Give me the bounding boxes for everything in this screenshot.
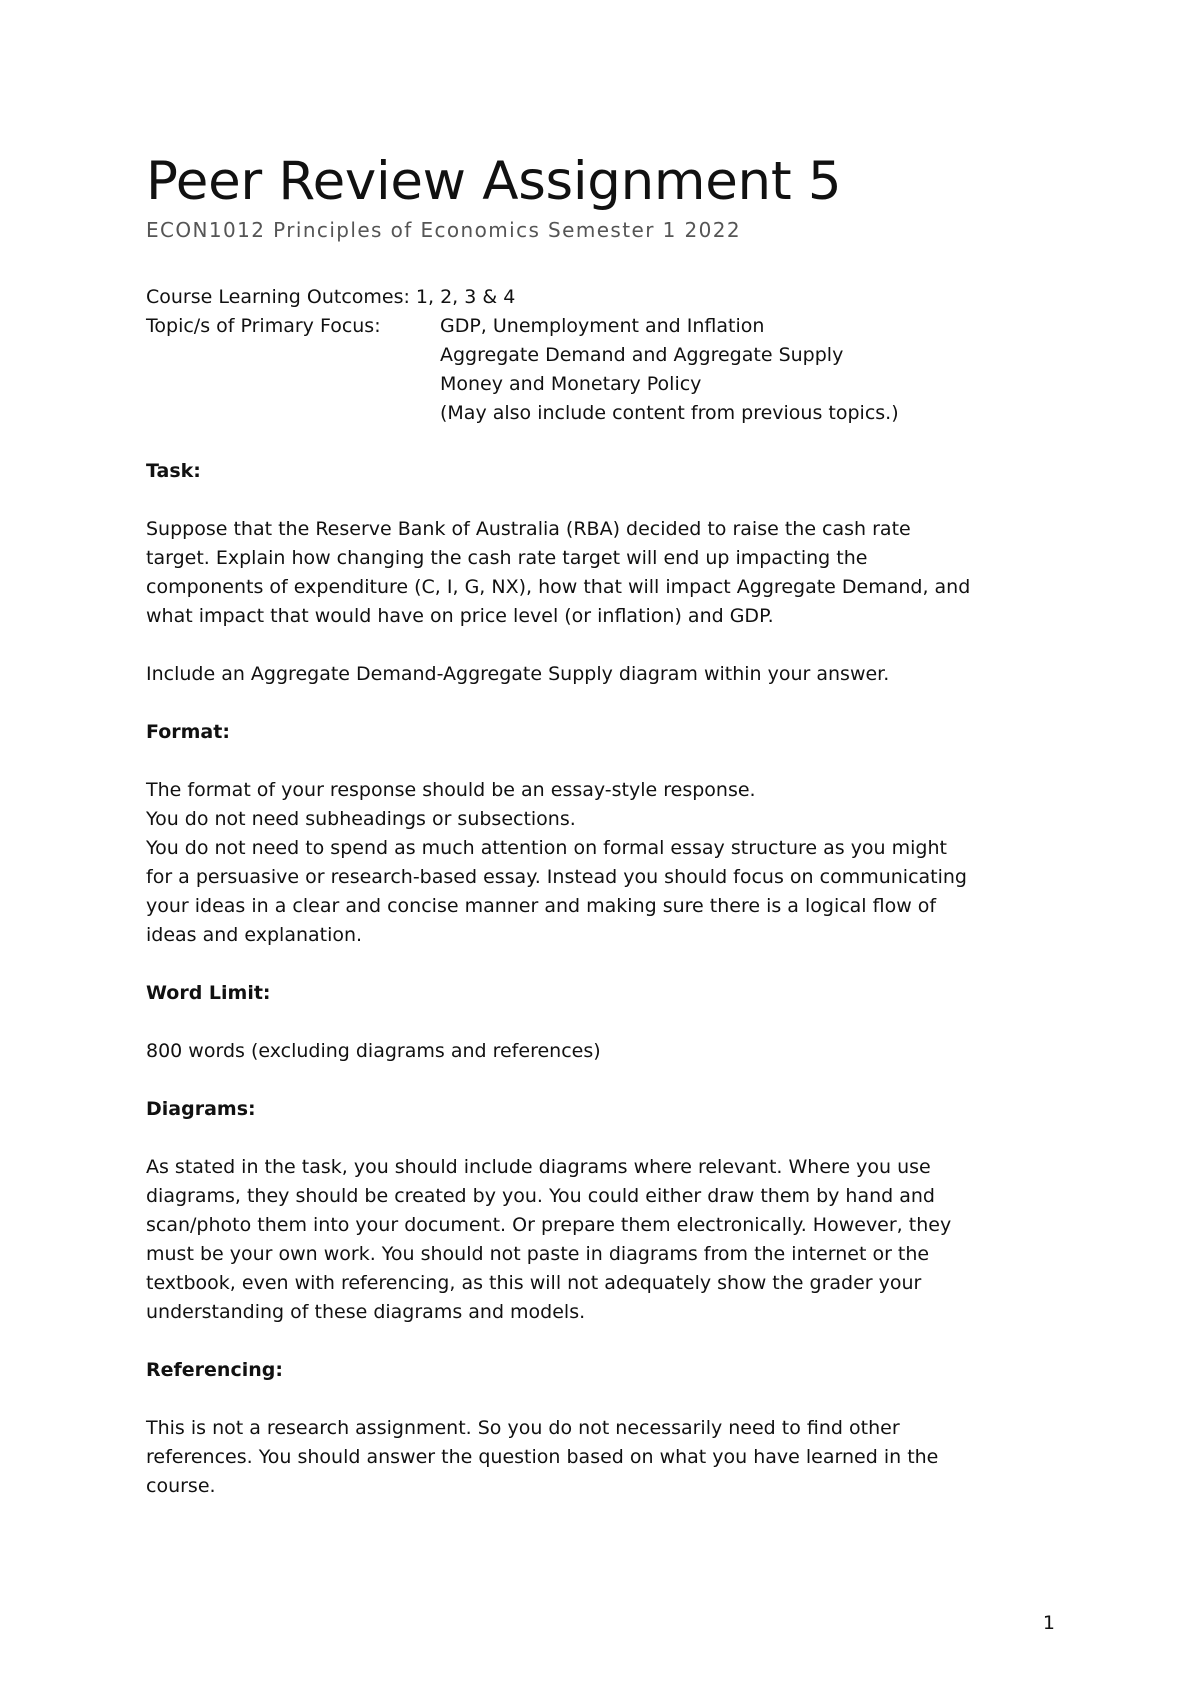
diagrams-line: textbook, even with referencing, as this will not adequately show the grader your <box>146 1272 922 1294</box>
clo-label: Course Learning Outcomes: <box>146 286 410 308</box>
format-line: You do not need subheadings or subsections. <box>146 808 576 830</box>
task-heading: Task: <box>146 460 201 482</box>
clo-value: 1, 2, 3 & 4 <box>415 286 516 308</box>
referencing-line: course. <box>146 1475 216 1497</box>
referencing-section <box>146 1356 1076 1501</box>
diagrams-line: diagrams, they should be created by you. You could either draw them by hand and <box>146 1185 935 1207</box>
word-limit-text: 800 words (excluding diagrams and references) <box>146 1040 601 1062</box>
task-line: target. Explain how changing the cash rate target will end up impacting the <box>146 547 868 569</box>
topics-list <box>440 312 1076 428</box>
document-content <box>146 150 1076 1501</box>
diagrams-heading: Diagrams: <box>146 1098 256 1120</box>
course-meta <box>146 283 1076 428</box>
format-line: your ideas in a clear and concise manner and making sure there is a logical flow of <box>146 895 937 917</box>
clo-row <box>146 283 1076 312</box>
topic-item: Aggregate Demand and Aggregate Supply <box>440 344 844 366</box>
task-line: components of expenditure (C, I, G, NX), how that will impact Aggregate Demand, and <box>146 576 971 598</box>
referencing-line: references. You should answer the question based on what you have learned in the <box>146 1446 939 1468</box>
diagrams-section <box>146 1095 1076 1327</box>
page-number: 1 <box>1042 1612 1055 1634</box>
format-line: ideas and explanation. <box>146 924 363 946</box>
format-line: You do not need to spend as much attention on formal essay structure as you might <box>146 837 947 859</box>
topics-row <box>146 312 1076 428</box>
topic-item: Money and Monetary Policy <box>440 373 702 395</box>
referencing-heading: Referencing: <box>146 1359 283 1381</box>
page-title: Peer Review Assignment 5 <box>146 151 842 212</box>
task-diagram-line: Include an Aggregate Demand-Aggregate Supply diagram within your answer. <box>146 663 890 685</box>
topic-item: GDP, Unemployment and Inflation <box>440 315 765 337</box>
diagrams-line: scan/photo them into your document. Or prepare them electronically. However, they <box>146 1214 952 1236</box>
referencing-line: This is not a research assignment. So you do not necessarily need to find other <box>146 1417 900 1439</box>
course-subtitle: ECON1012 Principles of Economics Semester 1 2022 <box>146 218 741 242</box>
format-line: for a persuasive or research-based essay. Instead you should focus on communicating <box>146 866 967 888</box>
topics-label: Topic/s of Primary Focus: <box>146 315 381 337</box>
diagrams-line: understanding of these diagrams and models. <box>146 1301 586 1323</box>
task-section <box>146 457 1076 689</box>
format-section <box>146 718 1076 950</box>
word-limit-section <box>146 979 1076 1066</box>
topic-item: (May also include content from previous topics.) <box>440 402 899 424</box>
diagrams-line: must be your own work. You should not paste in diagrams from the internet or the <box>146 1243 930 1265</box>
format-heading: Format: <box>146 721 230 743</box>
diagrams-line: As stated in the task, you should include diagrams where relevant. Where you use <box>146 1156 931 1178</box>
task-line: Suppose that the Reserve Bank of Australia (RBA) decided to raise the cash rate <box>146 518 911 540</box>
format-line: The format of your response should be an essay-style response. <box>146 779 756 801</box>
word-limit-heading: Word Limit: <box>146 982 271 1004</box>
task-line: what impact that would have on price level (or inflation) and GDP. <box>146 605 774 627</box>
